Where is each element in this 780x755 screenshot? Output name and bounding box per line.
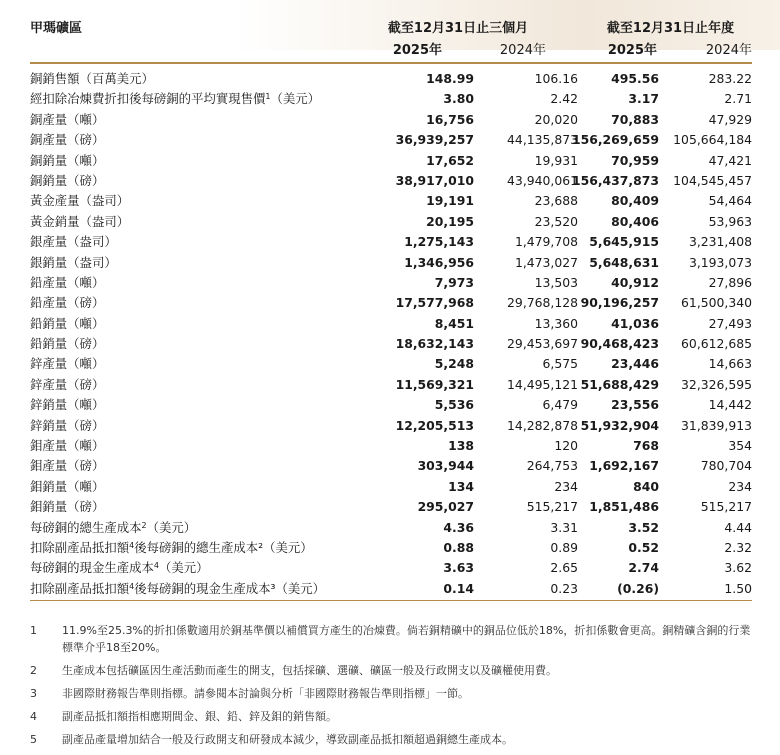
value-y2024: 3.62 xyxy=(724,560,752,576)
value-y2024: 61,500,340 xyxy=(681,295,752,311)
value-q2025: 19,191 xyxy=(426,193,474,209)
value-q2025: 20,195 xyxy=(426,213,474,229)
value-q2024: 29,453,697 xyxy=(507,336,578,352)
row-label: 鋅產量（磅） xyxy=(30,376,105,392)
value-q2025: 7,973 xyxy=(434,274,474,290)
value-y2025: 5,648,631 xyxy=(589,254,659,270)
value-y2025: 3.52 xyxy=(628,519,659,535)
footnote-number: 3 xyxy=(30,687,37,700)
value-q2024: 13,503 xyxy=(534,274,578,290)
row-label: 鉛銷量（磅） xyxy=(30,336,105,352)
row-label: 鉛產量（磅） xyxy=(30,295,105,311)
value-q2025: 295,027 xyxy=(417,499,474,515)
table-row xyxy=(30,334,752,354)
row-label: 黃金銷量（盎司） xyxy=(30,213,130,229)
value-y2025: 41,036 xyxy=(611,315,659,331)
data-table xyxy=(30,69,752,599)
value-q2025: 11,569,321 xyxy=(395,376,474,392)
row-label: 鉬產量（磅） xyxy=(30,458,105,474)
value-y2025: 1,692,167 xyxy=(589,458,659,474)
value-q2024: 13,360 xyxy=(534,315,578,331)
value-q2024: 0.89 xyxy=(550,539,578,555)
footnote-number: 1 xyxy=(30,624,37,637)
value-q2025: 0.88 xyxy=(443,539,474,555)
value-q2024: 20,020 xyxy=(534,111,578,127)
footnote-text: 非國際財務報告準則指標。請參閱本討論與分析「非國際財務報告準則指標」一節。 xyxy=(62,687,469,700)
value-y2025: 3.17 xyxy=(628,91,659,107)
table-row xyxy=(30,538,752,558)
value-q2025: 0.14 xyxy=(443,580,474,596)
footnote-text: 生產成本包括礦區因生產活動而產生的開支，包括採礦、選礦、礦區一般及行政開支以及礦權使用費。 xyxy=(62,664,557,677)
row-label: 鉬銷量（磅） xyxy=(30,499,105,515)
value-q2025: 1,275,143 xyxy=(404,234,474,250)
col-header-y2024: 2024年 xyxy=(705,43,752,58)
value-q2024: 2.65 xyxy=(550,560,578,576)
row-label: 銅銷售額（百萬美元） xyxy=(30,71,154,86)
table-row xyxy=(30,314,752,334)
value-y2024: 54,464 xyxy=(708,193,752,209)
row-label: 銀銷量（盎司） xyxy=(30,254,117,270)
table-row xyxy=(30,518,752,538)
value-y2024: 234 xyxy=(728,478,752,494)
footnote-text: 副產品抵扣額指相應期間金、銀、鉛、鋅及鉬的銷售額。 xyxy=(62,710,337,723)
value-q2024: 515,217 xyxy=(526,499,578,515)
table-row xyxy=(30,273,752,293)
value-y2024: 1.50 xyxy=(724,580,752,596)
footnote-number: 2 xyxy=(30,664,37,677)
value-q2024: 0.23 xyxy=(550,580,578,596)
footnote-ref: 2 xyxy=(141,520,147,530)
table-row xyxy=(30,110,752,130)
value-q2025: 38,917,010 xyxy=(395,172,474,188)
table-row xyxy=(30,579,752,599)
row-label: 銅產量（磅） xyxy=(30,132,105,148)
footnote-ref: 4 xyxy=(129,540,135,550)
table-row xyxy=(30,191,752,211)
value-q2024: 264,753 xyxy=(526,458,578,474)
value-q2025: 12,205,513 xyxy=(395,417,474,433)
value-y2024: 3,193,073 xyxy=(688,254,752,270)
value-y2025: 51,932,904 xyxy=(580,417,659,433)
table-row xyxy=(30,232,752,252)
value-q2025: 138 xyxy=(448,438,474,454)
value-q2025: 3.63 xyxy=(443,560,474,576)
value-q2025: 303,944 xyxy=(417,458,474,474)
value-y2025: 1,851,486 xyxy=(589,499,659,515)
value-y2025: 90,468,423 xyxy=(580,336,659,352)
value-q2025: 4.36 xyxy=(443,519,474,535)
col-header-y2025: 2025年 xyxy=(607,43,657,58)
value-q2024: 29,768,128 xyxy=(507,295,578,311)
footnote-item xyxy=(30,662,755,679)
value-y2024: 3,231,408 xyxy=(688,234,752,250)
value-y2024: 780,704 xyxy=(700,458,752,474)
col-header-q2025: 2025年 xyxy=(392,43,442,58)
row-label: 鉛銷量（噸） xyxy=(30,315,105,331)
table-bottom-divider xyxy=(30,600,752,601)
value-y2025: 90,196,257 xyxy=(580,295,659,311)
value-q2024: 2.42 xyxy=(550,91,578,107)
value-q2024: 43,940,061 xyxy=(507,172,578,188)
value-y2024: 283.22 xyxy=(708,71,752,86)
footnote-item xyxy=(30,731,755,748)
value-q2024: 6,479 xyxy=(542,397,578,413)
footnote-number: 5 xyxy=(30,733,37,746)
value-y2025: 23,556 xyxy=(611,397,659,413)
value-q2024: 23,520 xyxy=(534,213,578,229)
row-label: 每磅銅的現金生產成本$^4$（美元） xyxy=(30,560,209,576)
table-row xyxy=(30,477,752,497)
table-row xyxy=(30,171,752,191)
value-q2024: 106.16 xyxy=(534,71,578,86)
footnote-ref: 1 xyxy=(265,92,271,102)
table-row xyxy=(30,130,752,150)
row-label: 扣除副產品抵扣額$^4$後每磅銅的總生產成本²（美元） xyxy=(30,539,313,555)
table-row xyxy=(30,253,752,273)
table-row xyxy=(30,212,752,232)
value-y2025: 80,406 xyxy=(611,213,659,229)
value-q2024: 23,688 xyxy=(534,193,578,209)
table-row xyxy=(30,151,752,171)
value-y2024: 60,612,685 xyxy=(681,336,752,352)
value-q2025: 17,652 xyxy=(426,152,474,168)
value-y2025: 5,645,915 xyxy=(589,234,659,250)
value-y2025: 40,912 xyxy=(611,274,659,290)
value-y2024: 354 xyxy=(728,438,752,454)
value-y2024: 4.44 xyxy=(724,519,752,535)
value-q2024: 6,575 xyxy=(542,356,578,372)
value-y2025: 51,688,429 xyxy=(580,376,659,392)
value-y2025: 23,446 xyxy=(611,356,659,372)
value-q2024: 1,479,708 xyxy=(514,234,578,250)
row-label: 每磅銅的總生產成本$^2$（美元） xyxy=(30,519,197,535)
value-y2025: 156,437,873 xyxy=(571,172,659,188)
row-label: 鉛產量（噸） xyxy=(30,274,105,290)
value-y2024: 32,326,595 xyxy=(681,376,752,392)
year-group-heading: 截至12月31日止年度 xyxy=(606,21,735,36)
header-divider xyxy=(30,62,752,64)
value-y2025: (0.26) xyxy=(617,580,659,596)
footnote-item xyxy=(30,708,755,725)
table-row xyxy=(30,69,752,89)
footnote-text: 副產品產量增加結合一般及行政開支和研發成本減少，導致副產品抵扣額超過銅總生產成本。 xyxy=(62,733,513,746)
value-q2025: 18,632,143 xyxy=(395,336,474,352)
table-row xyxy=(30,395,752,415)
value-q2025: 5,536 xyxy=(434,397,474,413)
value-q2024: 120 xyxy=(554,438,578,454)
value-y2025: 0.52 xyxy=(628,539,659,555)
table-row xyxy=(30,558,752,578)
value-y2025: 70,883 xyxy=(611,111,659,127)
value-q2024: 19,931 xyxy=(534,152,578,168)
value-q2024: 234 xyxy=(554,478,578,494)
value-q2025: 3.80 xyxy=(443,91,474,107)
value-y2024: 515,217 xyxy=(700,499,752,515)
value-y2024: 2.71 xyxy=(724,91,752,107)
row-label: 鋅銷量（噸） xyxy=(30,397,105,413)
value-y2025: 70,959 xyxy=(611,152,659,168)
table-row xyxy=(30,497,752,517)
value-y2024: 2.32 xyxy=(724,539,752,555)
value-q2025: 8,451 xyxy=(434,315,474,331)
footnote-text: 11.9%至25.3%的折扣係數適用於銅基準價以補償買方產生的冶煉費。倘若銅精礦中的銅品位低於18%，折扣係數會更高。銅精礦含銅的行業標準介乎18至20%。 xyxy=(62,624,751,654)
value-q2024: 14,282,878 xyxy=(507,417,578,433)
row-label: 銀產量（盎司） xyxy=(30,234,117,250)
row-label: 扣除副產品抵扣額$^4$後每磅銅的現金生產成本³（美元） xyxy=(30,580,326,596)
value-q2025: 16,756 xyxy=(426,111,474,127)
table-row xyxy=(30,293,752,313)
row-label: 黃金產量（盎司） xyxy=(30,193,130,209)
value-q2024: 3.31 xyxy=(550,519,578,535)
footnotes xyxy=(30,622,755,754)
col-header-q2024: 2024年 xyxy=(499,43,546,58)
value-y2025: 2.74 xyxy=(628,560,659,576)
table-row xyxy=(30,436,752,456)
value-y2024: 27,493 xyxy=(708,315,752,331)
value-q2025: 17,577,968 xyxy=(395,295,474,311)
row-label: 銅銷量（噸） xyxy=(30,152,105,168)
value-q2024: 1,473,027 xyxy=(514,254,578,270)
footnote-ref: 4 xyxy=(153,561,159,571)
table-row xyxy=(30,354,752,374)
entity-title: 甲瑪礦區 xyxy=(30,21,83,36)
value-y2025: 156,269,659 xyxy=(571,132,659,148)
footnote-item xyxy=(30,622,755,656)
quarter-group-heading: 截至12月31日止三個月 xyxy=(387,21,529,36)
table-row xyxy=(30,375,752,395)
footnote-number: 4 xyxy=(30,710,37,723)
row-label: 經扣除冶煉費折扣後每磅銅的平均實現售價$^1$（美元） xyxy=(30,91,321,107)
value-q2025: 148.99 xyxy=(426,71,474,86)
value-q2025: 36,939,257 xyxy=(395,132,474,148)
value-y2025: 495.56 xyxy=(611,71,659,86)
row-label: 鉬產量（噸） xyxy=(30,438,105,454)
value-q2025: 1,346,956 xyxy=(404,254,474,270)
row-label: 鋅產量（噸） xyxy=(30,356,105,372)
footnote-ref: 4 xyxy=(129,581,135,591)
value-q2024: 44,135,873 xyxy=(507,132,578,148)
table-row xyxy=(30,456,752,476)
value-q2025: 5,248 xyxy=(434,356,474,372)
value-q2025: 134 xyxy=(448,478,474,494)
row-label: 銅銷量（磅） xyxy=(30,172,105,188)
value-q2024: 14,495,121 xyxy=(507,376,578,392)
value-y2024: 105,664,184 xyxy=(673,132,752,148)
value-y2025: 768 xyxy=(633,438,659,454)
table-row xyxy=(30,89,752,109)
value-y2024: 53,963 xyxy=(708,213,752,229)
value-y2024: 27,896 xyxy=(708,274,752,290)
table-header xyxy=(0,0,780,62)
value-y2024: 47,421 xyxy=(708,152,752,168)
value-y2024: 104,545,457 xyxy=(673,172,752,188)
value-y2024: 14,663 xyxy=(708,356,752,372)
value-y2024: 14,442 xyxy=(708,397,752,413)
table-row xyxy=(30,416,752,436)
row-label: 鉬銷量（噸） xyxy=(30,478,105,494)
row-label: 鋅銷量（磅） xyxy=(30,417,105,433)
row-label: 銅產量（噸） xyxy=(30,111,105,127)
value-y2025: 80,409 xyxy=(611,193,659,209)
footnote-item xyxy=(30,685,755,702)
value-y2024: 47,929 xyxy=(708,111,752,127)
value-y2024: 31,839,913 xyxy=(681,417,752,433)
value-y2025: 840 xyxy=(633,478,659,494)
